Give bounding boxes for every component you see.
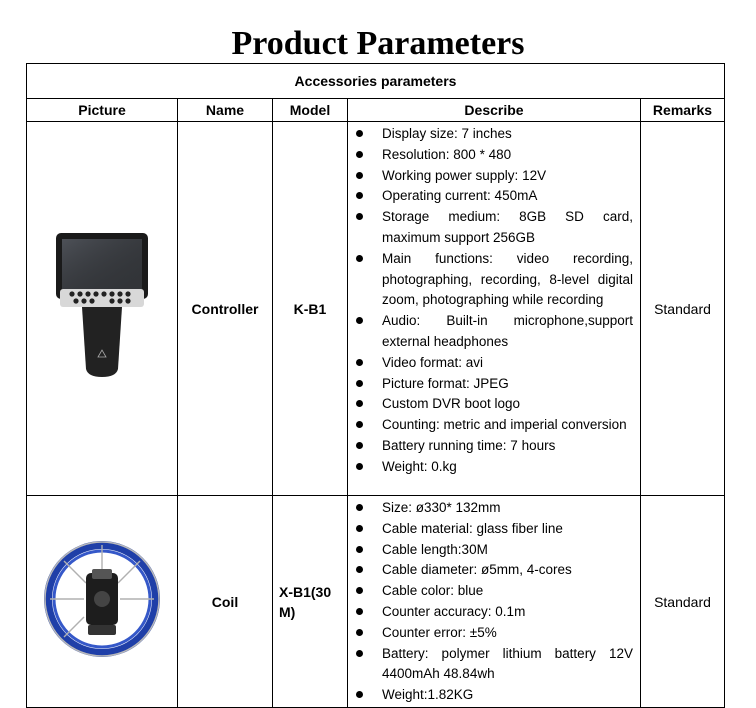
list-item: Display size: 7 inches [354,124,633,145]
section-header: Accessories parameters [27,64,725,99]
controller-image [52,231,152,381]
column-header-describe: Describe [348,99,641,122]
list-item: Weight:1.82KG [354,685,633,706]
list-item: Operating current: 450mA [354,186,633,207]
column-header-model: Model [273,99,348,122]
list-item: Counter error: ±5% [354,623,633,644]
accessories-table [26,63,725,708]
page-title: Product Parameters [231,25,525,62]
column-header-name: Name [178,99,273,122]
list-item: Custom DVR boot logo [354,394,633,415]
picture-cell [27,496,178,708]
list-item: Cable diameter: ø5mm, 4-cores [354,560,633,581]
list-item: Battery: polymer lithium battery 12V 4400mAh 48.84wh [354,644,633,686]
list-item: Counting: metric and imperial conversion [354,415,633,436]
list-item: Cable length:30M [354,540,633,561]
describe-cell [348,496,641,708]
list-item: Resolution: 800 * 480 [354,145,633,166]
list-item: Main functions: video recording, photographing, recording, 8-level digital zoom, photographing while recording [354,249,633,311]
model-text: X-B1(30M) [279,583,332,620]
table-row [27,122,725,496]
table-row [27,496,725,708]
remarks-cell: Standard [641,122,725,496]
list-item: Working power supply: 12V [354,166,633,187]
list-item: Video format: avi [354,353,633,374]
column-header-remarks: Remarks [641,99,725,122]
list-item: Cable material: glass fiber line [354,519,633,540]
column-header-picture: Picture [27,99,178,122]
list-item: Counter accuracy: 0.1m [354,602,633,623]
remarks-cell: Standard [641,496,725,708]
coil-image [42,539,162,659]
list-item: Audio: Built-in microphone,support external headphones [354,311,633,353]
list-item: Size: ø330* 132mm [354,498,633,519]
list-item: Storage medium: 8GB SD card, maximum support 256GB [354,207,633,249]
picture-cell [27,122,178,496]
model-cell [273,496,348,708]
list-item: Weight: 0.kg [354,457,633,478]
describe-cell [348,122,641,496]
list-item: Battery running time: 7 hours [354,436,633,457]
model-cell: K-B1 [273,122,348,496]
list-item: Cable color: blue [354,581,633,602]
list-item: Picture format: JPEG [354,374,633,395]
name-cell: Coil [178,496,273,708]
name-cell: Controller [178,122,273,496]
